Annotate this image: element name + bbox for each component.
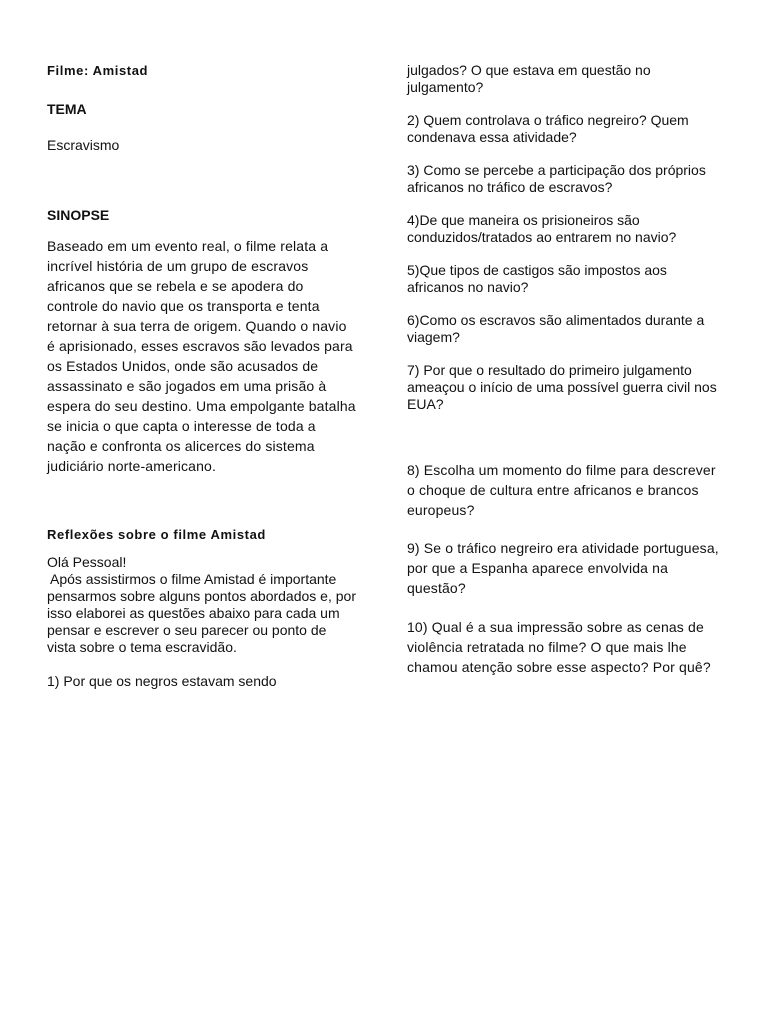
question-3: 3) Como se percebe a participação dos próprios africanos no tráfico de escravos? — [407, 162, 706, 195]
tema-value: Escravismo — [47, 137, 120, 153]
question-8: 8) Escolha um momento do filme para descrever o choque de cultura entre africanos e brancos europeus? — [407, 462, 716, 518]
question-1-end: julgados? O que estava em questão no julgamento? — [407, 62, 651, 95]
question-1-start: 1) Por que os negros estavam sendo — [47, 673, 277, 689]
intro-text: Após assistirmos o filme Amistad é importante pensarmos sobre alguns pontos abordados e, por isso elaborei as questões abaixo para cada um pensar e escrever o seu parecer ou ponto de vista sobre o tema escravidão. — [47, 571, 356, 655]
sinopse-text: Baseado em um evento real, o filme relata a incrível história de um grupo de escravos africanos que se rebela e se apodera do controle do navio que os transporta e tenta retornar à sua terra de origem. Quando o navio é aprisionado, esses escravos são levados para os Estados Unidos, onde são acusados de assassinato e são jogados em uma prisão à espera do seu destino. Uma empolgante batalha se inicia o que capta o interesse de toda a nação e confronta os alicerces do sistema judiciário norte-americano. — [47, 238, 356, 474]
tema-heading: TEMA — [47, 101, 87, 117]
question-5: 5)Que tipos de castigos são impostos aos africanos no navio? — [407, 262, 667, 295]
right-column — [407, 62, 725, 677]
question-9: 9) Se o tráfico negreiro era atividade portuguesa, por que a Espanha aparece envolvida na questão? — [407, 540, 719, 596]
sinopse-heading: SINOPSE — [47, 207, 110, 223]
question-4: 4)De que maneira os prisioneiros são conduzidos/tratados ao entrarem no navio? — [407, 212, 677, 245]
greeting: Olá Pessoal! — [47, 554, 127, 570]
question-10: 10) Qual é a sua impressão sobre as cenas de violência retratada no filme? O que mais lhe chamou atenção sobre esse aspecto? Por quê? — [407, 619, 711, 675]
question-7: 7) Por que o resultado do primeiro julgamento ameaçou o início de uma possível guerra civil nos EUA? — [407, 362, 717, 412]
question-6: 6)Como os escravos são alimentados durante a viagem? — [407, 312, 705, 345]
reflexoes-heading: Reflexões sobre o filme Amistad — [47, 527, 266, 542]
question-2: 2) Quem controlava o tráfico negreiro? Quem condenava essa atividade? — [407, 112, 689, 145]
left-column — [47, 62, 357, 690]
film-title: Filme: Amistad — [47, 63, 149, 78]
